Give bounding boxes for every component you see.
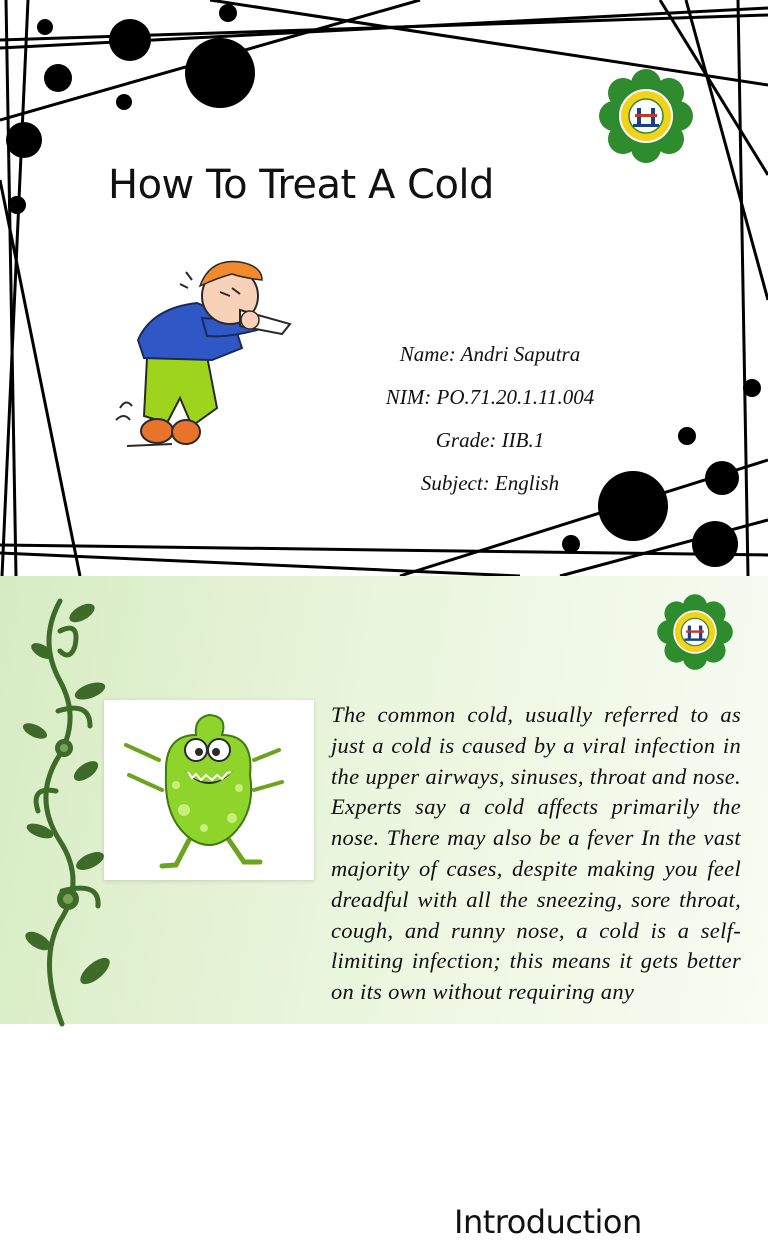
- title-slide: [0, 0, 768, 576]
- introduction-paragraph: The common cold, usually referred to as just a cold is caused by a viral infection in the upper airways, sinuses, throat and nose. Experts say a cold affects primarily the nose. There may also be a fever In the vast majority of cases, despite making you feel dreadful with all the sneezing, sore throat, cough, and runny nose, a cold is a self-limiting infection; this means it gets better on its own without requiring any: [331, 702, 741, 1005]
- polytechnic-emblem-icon: [658, 595, 732, 669]
- student-grade: Grade: IIB.1: [435, 428, 545, 452]
- green-germ-monster-illustration: [104, 700, 314, 880]
- student-name: Name: Andri Saputra: [399, 342, 581, 366]
- student-subject: Subject: English: [420, 471, 560, 495]
- illustration-card: [104, 700, 314, 880]
- sneezing-boy-illustration: [112, 248, 302, 458]
- introduction-slide: [0, 576, 768, 1241]
- slide-title: How To Treat A Cold: [108, 162, 494, 208]
- student-nim: NIM: PO.71.20.1.11.004: [385, 385, 595, 409]
- student-info: [360, 338, 620, 510]
- polytechnic-emblem-icon: [600, 70, 692, 162]
- slide-title: Introduction: [454, 1203, 642, 1241]
